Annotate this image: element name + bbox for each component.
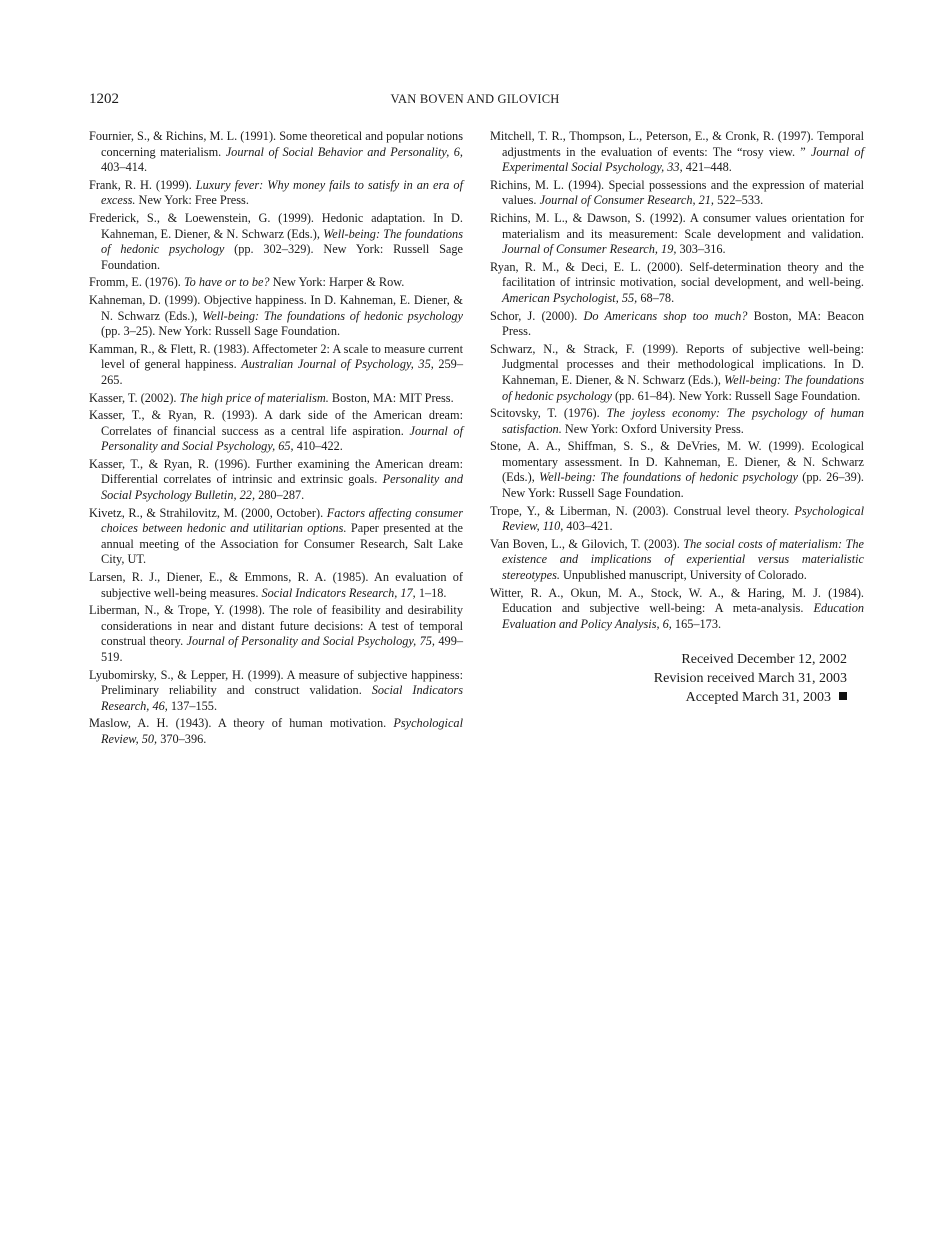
reference-text: Mitchell, T. R., Thompson, L., Peterson, E., & Cronk, R. (1997). Temporal adjustments in the evaluation of events: The “rosy view. ” — [490, 129, 864, 159]
article-history — [654, 650, 847, 707]
reference-text: Unpublished manuscript, University of Colorado. — [559, 568, 807, 583]
reference-entry — [89, 603, 463, 665]
reference-entry — [89, 275, 463, 291]
reference-source-title: Journal of Personality and Social Psychology, 75, — [186, 634, 436, 649]
reference-text: Van Boven, L., & Gilovich, T. (2003). — [490, 536, 684, 551]
reference-text: 303–316. — [676, 242, 726, 257]
reference-text: 370–396. — [157, 731, 207, 746]
reference-text: Boston, MA: Beacon Press. — [502, 308, 864, 339]
reference-source-title: Well-being: The foundations of hedonic psychology — [101, 226, 463, 257]
reference-entry — [89, 391, 463, 407]
reference-source-title: Australian Journal of Psychology, 35, — [241, 357, 434, 372]
reference-text: 421–448. — [682, 160, 732, 175]
reference-source-title: Psychological Review, 50, — [101, 716, 463, 746]
accepted-line — [654, 688, 847, 707]
reference-entry — [490, 504, 864, 535]
reference-text: Witter, R. A., Okun, M. A., Stock, W. A., & Haring, M. J. (1984). Education and subjective well-being: A meta-analysis. — [490, 585, 864, 616]
end-of-article-mark — [839, 692, 847, 700]
reference-text: Stone, A. A., Shiffman, S. S., & DeVries, M. W. (1999). Ecological momentary assessment. In D. Kahneman, E. Diener, & N. Schwarz (Eds.), — [490, 439, 864, 485]
reference-entry — [490, 260, 864, 307]
reference-text: Trope, Y., & Liberman, N. (2003). Construal level theory. — [490, 503, 795, 518]
received-date: Received December 12, 2002 — [681, 652, 847, 667]
reference-text: Paper presented at the annual meeting of the Association for Consumer Research, Salt Lake City, UT. — [101, 521, 463, 567]
reference-entry — [89, 293, 463, 340]
accepted-date: Accepted March 31, 2003 — [685, 690, 831, 705]
reference-source-title: Journal of Personality and Social Psychology, 65, — [101, 423, 463, 454]
reference-entry — [89, 211, 463, 273]
reference-entry — [490, 129, 864, 176]
reference-text: New York: Free Press. — [135, 193, 249, 208]
reference-text: 403–421. — [563, 519, 613, 534]
reference-text: Richins, M. L., & Dawson, S. (1992). A consumer values orientation for materialism and its measurement: Scale development and validation. — [490, 210, 864, 241]
reference-entry — [89, 457, 463, 504]
reference-text: Lyubomirsky, S., & Lepper, H. (1999). A measure of subjective happiness: Preliminary reliability and construct validation. — [89, 667, 463, 698]
reference-source-title: Journal of Social Behavior and Personality, 6, — [225, 144, 463, 159]
reference-text: Frederick, S., & Loewenstein, G. (1999). Hedonic adaptation. In D. Kahneman, E. Diener, & N. Schwarz (Eds.), — [89, 210, 463, 241]
reference-text: New York: Harper & Row. — [269, 275, 405, 290]
reference-source-title: Social Indicators Research, 46, — [101, 683, 463, 713]
reference-text: (pp. 61–84). New York: Russell Sage Foundation. — [611, 388, 861, 403]
reference-text: Kasser, T., & Ryan, R. (1993). A dark side of the American dream: Correlates of financial success as a central life aspiration. — [89, 408, 463, 438]
reference-text: 403–414. — [101, 160, 148, 175]
reference-source-title: Well-being: The foundations of hedonic psychology — [539, 470, 798, 485]
reference-text: Boston, MA: MIT Press. — [328, 390, 454, 405]
references-right-column — [490, 129, 864, 634]
reference-entry — [89, 129, 463, 176]
reference-text: 499–519. — [101, 634, 463, 664]
reference-source-title: Education Evaluation and Policy Analysis, 6, — [502, 601, 864, 631]
reference-text: Liberman, N., & Trope, Y. (1998). The role of feasibility and desirability considerations in near and distant future decisions: A test of temporal construal theory. — [89, 603, 463, 649]
revision-date: Revision received March 31, 2003 — [653, 671, 847, 686]
reference-text: Schor, J. (2000). — [490, 308, 584, 323]
reference-source-title: Journal of Consumer Research, 19, — [502, 242, 677, 257]
reference-text: 137–155. — [167, 698, 218, 713]
reference-entry — [490, 211, 864, 258]
reference-entry — [490, 406, 864, 437]
reference-entry — [89, 506, 463, 568]
references-left-column — [89, 129, 463, 750]
reference-text: Schwarz, N., & Strack, F. (1999). Reports of subjective well-being: Judgmental processes and their methodological implications. In D. Kahneman, E. Diener, & N. Schwarz (Eds.), — [490, 341, 864, 387]
reference-source-title: Journal of Experimental Social Psychology, 33, — [502, 144, 864, 175]
reference-entry — [490, 342, 864, 404]
reference-text: 522–533. — [714, 193, 764, 208]
reference-source-title: Social Indicators Research, 17, — [261, 585, 416, 600]
reference-entry — [490, 439, 864, 501]
reference-text: Ryan, R. M., & Deci, E. L. (2000). Self-determination theory and the facilitation of intrinsic motivation, social development, and well-being. — [490, 259, 864, 290]
reference-source-title: American Psychologist, 55, — [502, 290, 638, 305]
reference-text: 68–78. — [637, 290, 675, 305]
reference-text: Kasser, T. (2002). — [89, 390, 180, 405]
reference-source-title: Factors affecting consumer choices between hedonic and utilitarian options. — [101, 505, 463, 536]
reference-text: 1–18. — [415, 585, 447, 600]
reference-entry — [89, 178, 463, 209]
reference-text: Larsen, R. J., Diener, E., & Emmons, R. A. (1985). An evaluation of subjective well-being measures. — [89, 570, 463, 600]
reference-text: Kahneman, D. (1999). Objective happiness. In D. Kahneman, E. Diener, & N. Schwarz (Eds.), — [89, 292, 463, 323]
reference-source-title: To have or to be? — [183, 275, 270, 290]
reference-source-title: Psychological Review, 110, — [502, 503, 864, 534]
reference-text: 165–173. — [671, 616, 722, 631]
reference-text: New York: Oxford University Press. — [561, 421, 744, 436]
reference-source-title: The social costs of materialism: The existence and implications of experiential versus materialistic stereotypes. — [502, 536, 864, 583]
reference-entry — [490, 537, 864, 584]
reference-source-title: The joyless economy: The psychology of human satisfaction. — [502, 406, 864, 436]
reference-text: (pp. 3–25). New York: Russell Sage Foundation. — [101, 324, 341, 339]
reference-text: Fromm, E. (1976). — [89, 275, 184, 290]
reference-text: (pp. 302–329). New York: Russell Sage Foundation. — [101, 242, 463, 272]
reference-source-title: The high price of materialism. — [179, 390, 329, 405]
reference-text: Kivetz, R., & Strahilovitz, M. (2000, October). — [89, 505, 327, 520]
reference-text: Frank, R. H. (1999). — [89, 177, 196, 192]
reference-entry — [89, 342, 463, 389]
reference-text: Fournier, S., & Richins, M. L. (1991). Some theoretical and popular notions concerning materialism. — [89, 129, 463, 159]
reference-source-title: Journal of Consumer Research, 21, — [539, 193, 714, 208]
reference-entry — [490, 178, 864, 209]
reference-text: Kasser, T., & Ryan, R. (1996). Further examining the American dream: Differential correlates of intrinsic and extrinsic goals. — [89, 456, 463, 487]
reference-text: 280–287. — [255, 488, 305, 503]
reference-entry — [89, 408, 463, 455]
reference-entry — [89, 570, 463, 601]
reference-text: Scitovsky, T. (1976). — [490, 406, 607, 421]
reference-source-title: Luxury fever: Why money fails to satisfy in an era of excess. — [101, 177, 463, 208]
running-head: VAN BOVEN AND GILOVICH — [390, 92, 560, 106]
page-number: 1202 — [89, 91, 119, 107]
reference-text: Richins, M. L. (1994). Special possessions and the expression of material values. — [490, 177, 864, 208]
reference-text: (pp. 26–39). New York: Russell Sage Foundation. — [502, 470, 864, 501]
reference-entry — [490, 586, 864, 633]
reference-entry — [89, 668, 463, 715]
reference-source-title: Well-being: The foundations of hedonic psychology — [502, 372, 864, 403]
reference-text: Maslow, A. H. (1943). A theory of human motivation. — [89, 716, 394, 731]
reference-text: 259–265. — [101, 357, 463, 387]
reference-text: 410–422. — [293, 439, 343, 454]
reference-source-title: Personality and Social Psychology Bulletin, 22, — [101, 472, 463, 503]
reference-source-title: Do Americans shop too much? — [583, 308, 748, 323]
reference-entry — [490, 309, 864, 340]
reference-text: Kamman, R., & Flett, R. (1983). Affectometer 2: A scale to measure current level of general happiness. — [89, 341, 463, 372]
reference-entry — [89, 716, 463, 747]
reference-source-title: Well-being: The foundations of hedonic psychology — [202, 308, 463, 323]
